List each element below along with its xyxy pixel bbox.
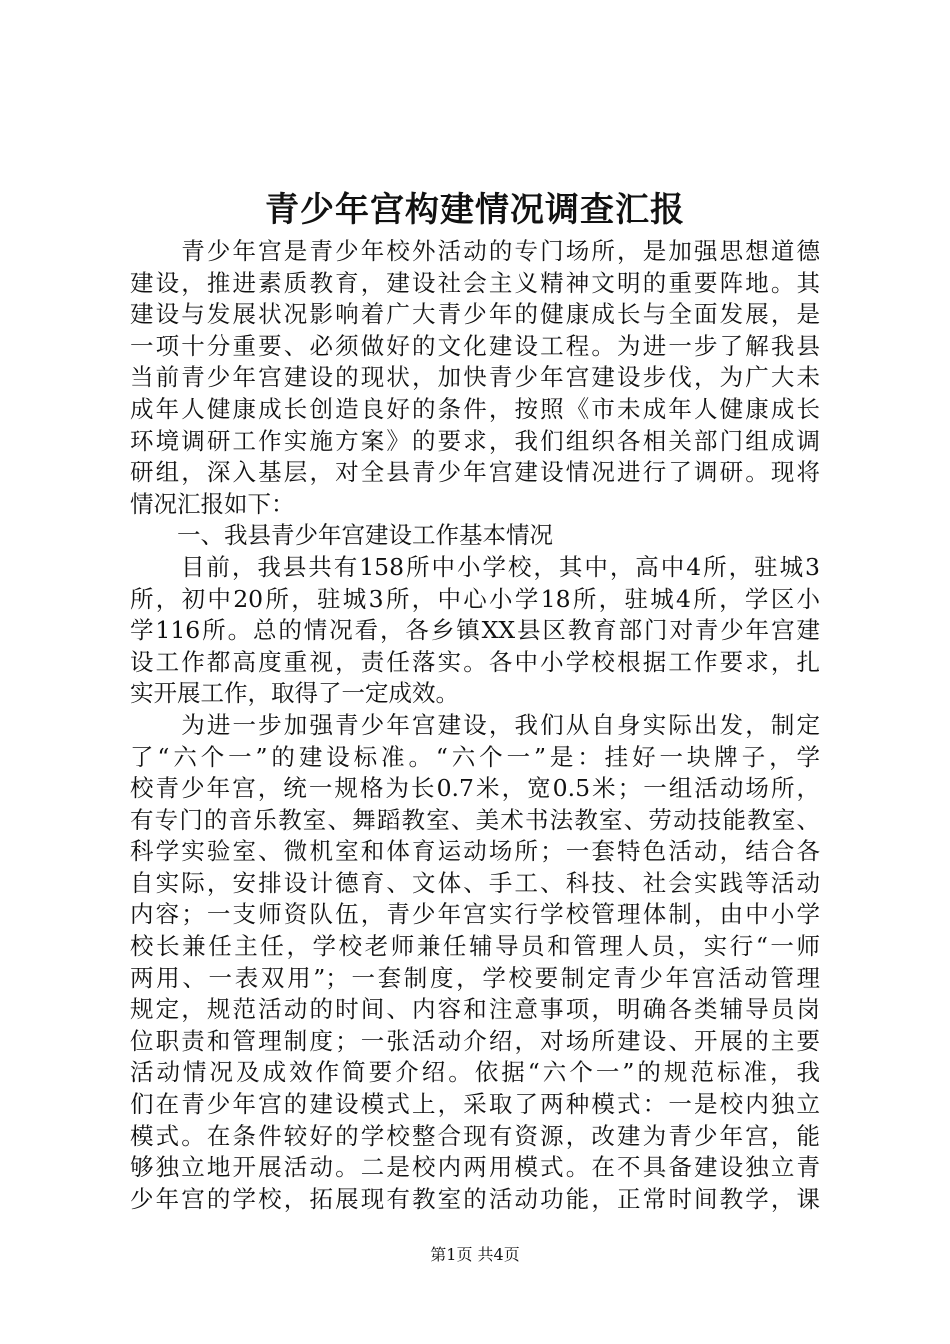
body-text-line: 一、我县青少年宫建设工作基本情况	[130, 521, 553, 550]
body-text-line: 研组，深入基层，对全县青少年宫建设情况进行了调研。现将	[130, 458, 820, 487]
body-text-line: 位职责和管理制度；一张活动介绍，对场所建设、开展的主要	[130, 1026, 820, 1055]
body-text-line: 模式。在条件较好的学校整合现有资源，改建为青少年宫，能	[130, 1121, 820, 1150]
body-text-line: 当前青少年宫建设的现状，加快青少年宫建设步伐，为广大未	[130, 363, 820, 392]
body-text-line: 所，初中20所，驻城3所，中心小学18所，驻城4所，学区小	[130, 584, 820, 613]
body-text-line: 们在青少年宫的建设模式上，采取了两种模式：一是校内独立	[130, 1090, 820, 1119]
body-text-line: 够独立地开展活动。二是校内两用模式。在不具备建设独立青	[130, 1153, 820, 1182]
body-text-line: 规定，规范活动的时间、内容和注意事项，明确各类辅导员岗	[130, 995, 820, 1024]
body-text-line: 环境调研工作实施方案》的要求，我们组织各相关部门组成调	[130, 426, 820, 455]
body-text-line: 为进一步加强青少年宫建设，我们从自身实际出发，制定	[130, 710, 820, 739]
body-text-line: 学116所。总的情况看，各乡镇XX县区教育部门对青少年宫建	[130, 616, 820, 645]
body-text-line: 实开展工作，取得了一定成效。	[130, 679, 459, 708]
body-text-line: 内容；一支师资队伍，青少年宫实行学校管理体制，由中小学	[130, 900, 820, 929]
body-text-line: 校青少年宫，统一规格为长0.7米，宽0.5米；一组活动场所，	[130, 774, 820, 803]
body-text-line: 活动情况及成效作简要介绍。依据“六个一”的规范标准，我	[130, 1058, 820, 1087]
document-body	[130, 236, 820, 1215]
body-text-line: 成年人健康成长创造良好的条件，按照《市未成年人健康成长	[130, 394, 820, 423]
body-text-line: 青少年宫是青少年校外活动的专门场所，是加强思想道德	[130, 237, 820, 265]
body-text-line: 设工作都高度重视，责任落实。各中小学校根据工作要求，扎	[130, 647, 820, 676]
body-text-line: 少年宫的学校，拓展现有教室的活动功能，正常时间教学，课	[130, 1184, 820, 1213]
body-text-line: 一项十分重要、必须做好的文化建设工程。为进一步了解我县	[130, 331, 820, 360]
body-text-line: 目前，我县共有158所中小学校，其中，高中4所，驻城3	[130, 552, 820, 581]
body-text-line: 建设与发展状况影响着广大青少年的健康成长与全面发展，是	[130, 300, 820, 329]
body-text-line: 校长兼任主任，学校老师兼任辅导员和管理人员，实行“一师	[130, 932, 820, 961]
body-text-line: 情况汇报如下：	[130, 489, 295, 518]
body-text-line: 科学实验室、微机室和体育运动场所；一套特色活动，结合各	[130, 837, 820, 866]
body-text-line: 有专门的音乐教室、舞蹈教室、美术书法教室、劳动技能教室、	[130, 805, 820, 834]
page-footer: 第1页 共4页	[430, 1245, 520, 1264]
document-title: 青少年宫构建情况调查汇报	[265, 190, 685, 230]
body-text-line: 了“六个一”的建设标准。“六个一”是：挂好一块牌子，学	[130, 742, 820, 771]
body-text-line: 建设，推进素质教育，建设社会主义精神文明的重要阵地。其	[130, 268, 820, 297]
body-text-line: 两用、一表双用”；一套制度，学校要制定青少年宫活动管理	[130, 963, 820, 992]
body-text-line: 自实际，安排设计德育、文体、手工、科技、社会实践等活动	[130, 868, 820, 897]
